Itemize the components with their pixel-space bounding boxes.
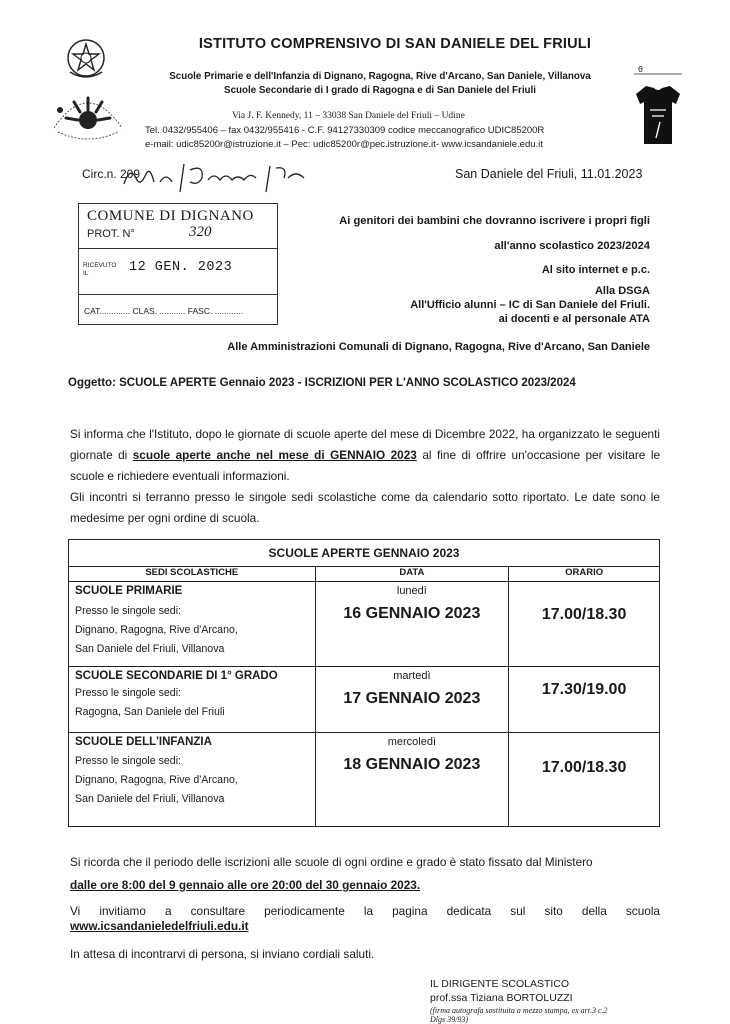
stamp-classification-row: [79, 294, 277, 325]
recipient-dsga: Alla DSGA: [594, 285, 650, 297]
sede-line: Dignano, Ragogna, Rive d'Arcano,: [75, 624, 238, 636]
intro-highlight: scuole aperte anche nel mese di GENNAIO 2023: [132, 448, 417, 462]
stamp-prot-label: PROT. N°: [87, 228, 135, 240]
event-hours: 17.00/18.30: [541, 606, 627, 623]
event-date: 17 GENNAIO 2023: [343, 690, 481, 707]
table-row: [69, 667, 660, 733]
sede-title: SCUOLE PRIMARIE: [75, 585, 183, 597]
hours-cell: [509, 582, 660, 667]
weekday: mercoledì: [387, 736, 437, 748]
date-cell: [315, 667, 509, 733]
recipient-website: Al sito internet e p.c.: [541, 264, 650, 276]
stamp-header: [79, 204, 277, 249]
weekday: martedì: [393, 670, 431, 682]
protocol-stamp: [78, 203, 278, 325]
handwritten-initials-icon: [120, 160, 320, 199]
hours-cell: [509, 667, 660, 733]
school-subtitle-secondary: Scuole Secondarie di I grado di Ragogna e di San Daniele del Friuli: [224, 85, 536, 96]
sede-cell: [69, 733, 316, 827]
meetings-paragraph: Gli incontri si terranno presso le singole sedi scolastiche come da calendario sotto riportato. Le date sono le medesime per ogni ordine di scuola.: [70, 490, 660, 525]
intro-paragraph: [70, 424, 660, 487]
sede-title: SCUOLE DELL'INFANZIA: [75, 736, 212, 748]
document-date: San Daniele del Friuli, 11.01.2023: [455, 167, 643, 181]
hours-cell: [509, 733, 660, 827]
school-name-title: ISTITUTO COMPRENSIVO DI SAN DANIELE DEL FRIULI: [198, 36, 592, 52]
recipient-student-office: All'Ufficio alunni – IC di San Daniele del Friuli.: [410, 299, 650, 311]
school-address: Via J. F. Kennedy, 11 – 33038 San Daniele del Friuli – Udine: [232, 111, 465, 121]
stamp-classification: CAT............. CLAS. ........... FASC. ............: [84, 306, 244, 316]
signature-role: IL DIRIGENTE SCOLASTICO: [430, 978, 570, 990]
event-date: 18 GENNAIO 2023: [343, 756, 481, 773]
column-header-data: DATA: [315, 567, 509, 582]
enrollment-period: dalle ore 8:00 del 9 gennaio alle ore 20:00 del 30 gennaio 2023.: [70, 878, 421, 892]
sede-line: Presso le singole sedi:: [75, 605, 181, 617]
enrollment-reminder: Si ricorda che il periodo delle iscrizioni alle scuole di ogni ordine e grado è stato fissato dal Ministero: [70, 855, 593, 869]
sede-line: Ragogna, San Daniele del Friuli: [75, 706, 225, 718]
circular-number: Circ.n. 209: [82, 167, 141, 181]
column-header-orario: ORARIO: [509, 567, 660, 582]
date-cell: [315, 733, 509, 827]
intro-text-after: al fine di offrire un'occasione per visitare le scuole e richiedere eventuali informazioni.: [70, 448, 660, 483]
signature-note: (firma autografa sostituita a mezzo stampa, ex art.3 c.2 Dlgs 39/93): [430, 1006, 608, 1024]
recipient-parents: Ai genitori dei bambini che dovranno iscrivere i propri figli: [339, 215, 650, 227]
subject-line: Oggetto: SCUOLE APERTE Gennaio 2023 - ISCRIZIONI PER L'ANNO SCOLASTICO 2023/2024: [68, 377, 576, 389]
sede-title: SCUOLE SECONDARIE DI 1° GRADO: [75, 670, 278, 682]
school-subtitle-primary: Scuole Primarie e dell'Infanzia di Dignano, Ragogna, Rive d'Arcano, San Daniele, Villanova: [169, 71, 591, 82]
closing-greeting: In attesa di incontrarvi di persona, si inviano cordiali saluti.: [70, 947, 375, 961]
sede-line: Presso le singole sedi:: [75, 755, 181, 767]
sede-line: San Daniele del Friuli, Villanova: [75, 643, 225, 655]
sede-line: Dignano, Ragogna, Rive d'Arcano,: [75, 774, 238, 786]
republic-emblem-icon: [60, 36, 112, 89]
school-email-line: e-mail: udic85200r@istruzione.it – Pec: udic85200r@pec.istruzione.it- www.icsandaniele.edu.it: [145, 139, 543, 150]
svg-text:θ: θ: [638, 65, 643, 74]
recipient-staff: ai docenti e al personale ATA: [498, 313, 650, 325]
sede-line: Presso le singole sedi:: [75, 687, 181, 699]
intro-text-before: Si informa che l'Istituto, dopo le giornate di scuole aperte del mese di Dicembre 2022, ha organizzato le seguenti giornate di: [70, 427, 660, 462]
event-hours: 17.00/18.30: [541, 759, 627, 776]
sede-cell: [69, 582, 316, 667]
school-website-link[interactable]: www.icsandanieledelfriuli.edu.it: [70, 919, 249, 933]
date-cell: [315, 582, 509, 667]
column-header-sedi: SEDI SCOLASTICHE: [69, 567, 316, 582]
recipient-school-year: all'anno scolastico 2023/2024: [494, 240, 650, 252]
event-date: 16 GENNAIO 2023: [343, 605, 481, 622]
schedule-table: [68, 539, 660, 827]
sede-cell: [69, 667, 316, 733]
event-hours: 17.30/19.00: [541, 681, 627, 698]
recipient-municipalities: Alle Amministrazioni Comunali di Dignano, Ragogna, Rive d'Arcano, San Daniele: [227, 341, 650, 353]
stamp-comune: COMUNE DI DIGNANO: [87, 208, 254, 224]
website-invite: Vi invitiamo a consultare periodicamente la pagina dedicata sul sito della scuola: [70, 904, 660, 918]
stamp-received-label: RICEVUTO IL: [83, 262, 117, 277]
table-row: [69, 582, 660, 667]
sede-line: San Daniele del Friuli, Villanova: [75, 793, 225, 805]
signature-name: prof.ssa Tiziana BORTOLUZZI: [430, 992, 573, 1004]
stamp-received-date: 12 GEN. 2023: [129, 260, 233, 275]
weekday: lunedì: [396, 585, 427, 597]
school-phone-line: Tel. 0432/955406 – fax 0432/955416 - C.F. 94127330309 codice meccanografico UDIC85200R: [145, 125, 545, 136]
stamp-prot-number: 320: [189, 224, 212, 240]
schedule-caption: SCUOLE APERTE GENNAIO 2023: [69, 540, 660, 567]
table-row: [69, 733, 660, 827]
school-logo-icon: [44, 88, 132, 151]
